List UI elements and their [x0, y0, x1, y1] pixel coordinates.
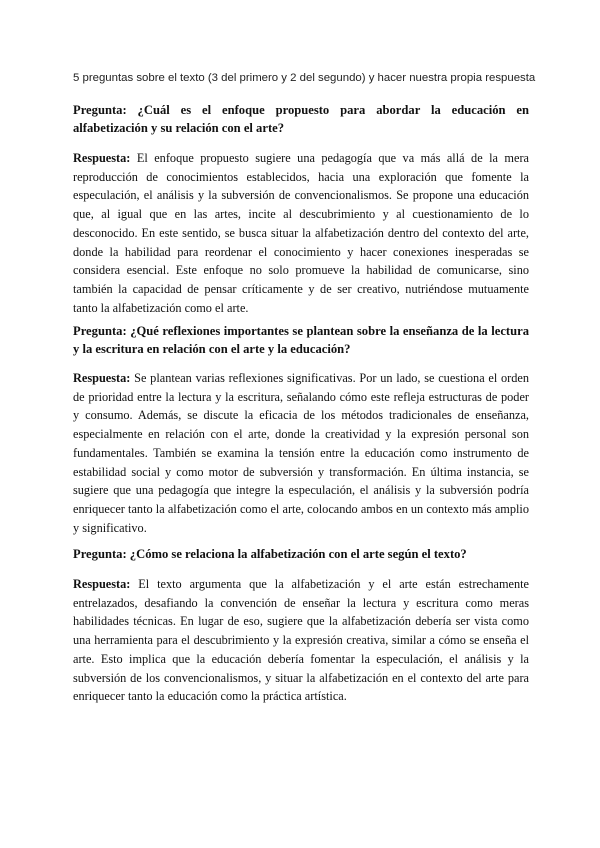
answer-content: El texto argumenta que la alfabetización y el arte están estrechamente entrelazados, desafiando la convención de enseñar la lectura y escritura como meras habilidades técnicas. En lugar de eso, sugiere que la alfabetización debería ser vista como una herramienta para el descubrimiento y la expresión creativa, similar a cómo se enseña el arte. Esto implica que la educación debería fomentar la especulación, el análisis y la subversión de los convencionalismos, y situar la alfabetización en el contexto del arte para enriquecer tanto la educación como la práctica artística. — [73, 577, 529, 704]
answer-text — [73, 575, 529, 706]
question-1 — [73, 101, 529, 137]
question-2 — [73, 322, 529, 358]
question-content: ¿Cómo se relaciona la alfabetización con el arte según el texto? — [129, 547, 467, 561]
answer-label: Respuesta: — [73, 151, 131, 165]
answer-content: El enfoque propuesto sugiere una pedagogía que va más allá de la mera reproducción de conocimientos establecidos, hacia una exploración que fomente la especulación, el análisis y la subversión de convencionalismos. Se propone una educación que, al igual que en las artes, incite al descubrimiento y al cuestionamiento de lo desconocido. En este sentido, se busca situar la alfabetización dentro del contexto del arte, donde la habilidad para reordenar el conocimiento y hacer conexiones inesperadas se considera esencial. Este enfoque no solo promueve la habilidad de comunicarse, sino también la capacidad de pensar críticamente y de ser creativo, nutriéndose mutuamente tanto la alfabetización como el arte. — [73, 151, 529, 315]
question-label: Pregunta: — [73, 324, 127, 338]
question-text — [73, 101, 529, 137]
intro-line: 5 preguntas sobre el texto (3 del primero y 2 del segundo) y hacer nuestra propia respuesta — [73, 72, 536, 84]
question-text — [73, 322, 529, 358]
answer-content: Se plantean varias reflexiones significativas. Por un lado, se cuestiona el orden de prioridad entre la lectura y la escritura, señalando cómo este refleja estructuras de poder y consumo. Además, se discute la eficacia de los métodos tradicionales de enseñanza, especialmente en relación con el arte, donde la creatividad y la expresión personal son fundamentales. También se examina la tensión entre la educación como instrumento de estabilidad social y como motor de subversión y transformación. En última instancia, se sugiere que una pedagogía que integre la especulación, el análisis y la subversión podría enriquecer tanto la alfabetización como el arte, colocando ambos en un contexto más amplio y significativo. — [73, 371, 530, 535]
question-label: Pregunta: — [73, 547, 127, 561]
answer-label: Respuesta: — [73, 371, 131, 385]
question-content: ¿Cuál es el enfoque propuesto para abordar la educación en alfabetización y su relación con el arte? — [73, 103, 529, 135]
answer-1 — [73, 149, 529, 317]
question-3 — [73, 545, 529, 563]
question-text — [73, 545, 529, 563]
question-label: Pregunta: — [73, 103, 127, 117]
question-content: ¿Qué reflexiones importantes se plantean sobre la enseñanza de la lectura y la escritura en relación con el arte y la educación? — [73, 324, 530, 356]
answer-text — [73, 149, 529, 317]
answer-3 — [73, 575, 529, 706]
answer-text — [73, 369, 529, 537]
answer-label: Respuesta: — [73, 577, 131, 591]
answer-2 — [73, 369, 529, 537]
